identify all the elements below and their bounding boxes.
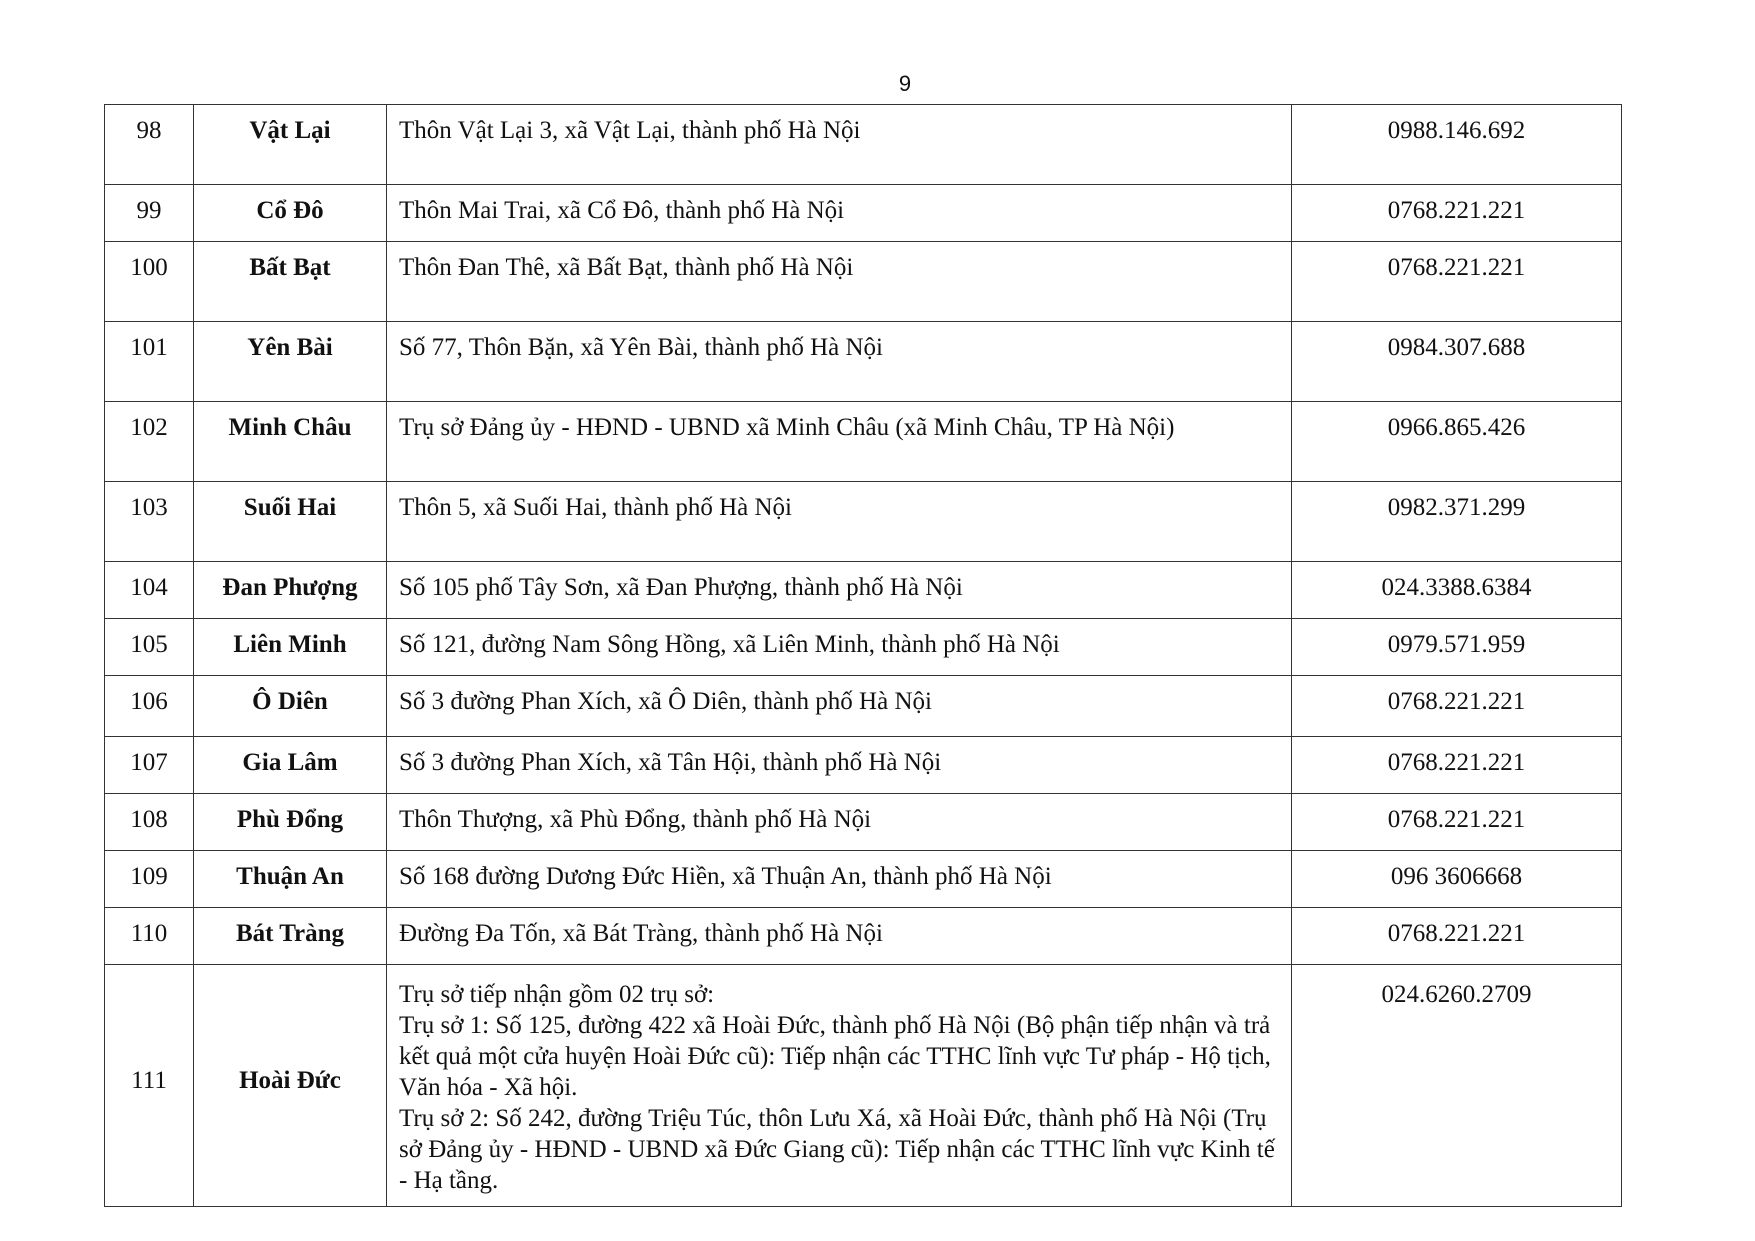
- commune-name-cell: Cổ Đô: [194, 185, 387, 242]
- phone-cell: 024.6260.2709: [1292, 965, 1622, 1207]
- address-cell: [387, 482, 1292, 562]
- phone-cell: 096 3606668: [1292, 851, 1622, 908]
- phone-cell: 0768.221.221: [1292, 676, 1622, 737]
- phone-cell: 0979.571.959: [1292, 619, 1622, 676]
- address-cell: [387, 965, 1292, 1207]
- address-cell: [387, 908, 1292, 965]
- table-row: [105, 676, 1622, 737]
- row-number-cell: 99: [105, 185, 194, 242]
- table-row: [105, 908, 1622, 965]
- address-line: Đường Đa Tốn, xã Bát Tràng, thành phố Hà Nội: [399, 920, 883, 947]
- row-number-cell: 110: [105, 908, 194, 965]
- row-number-cell: 106: [105, 676, 194, 737]
- table-row: [105, 402, 1622, 482]
- commune-name-cell: Đan Phượng: [194, 562, 387, 619]
- address-line: Thôn Vật Lại 3, xã Vật Lại, thành phố Hà Nội: [399, 117, 861, 144]
- address-cell: [387, 619, 1292, 676]
- address-line: Trụ sở 1: Số 125, đường 422 xã Hoài Đức, thành phố Hà Nội (Bộ phận tiếp nhận và trả kết quả một cửa huyện Hoài Đức cũ): Tiếp nhận các TTHC lĩnh vực Tư pháp - Hộ tịch, Văn hóa - Xã hội.: [399, 1012, 1271, 1101]
- address-cell: [387, 676, 1292, 737]
- row-number-cell: 102: [105, 402, 194, 482]
- commune-name-cell: Yên Bài: [194, 322, 387, 402]
- phone-cell: 0768.221.221: [1292, 794, 1622, 851]
- table-row: [105, 482, 1622, 562]
- row-number-cell: 100: [105, 242, 194, 322]
- commune-name-cell: Vật Lại: [194, 105, 387, 185]
- address-cell: [387, 242, 1292, 322]
- table-row: [105, 105, 1622, 185]
- commune-name-cell: Minh Châu: [194, 402, 387, 482]
- row-number-cell: 107: [105, 737, 194, 794]
- address-cell: [387, 794, 1292, 851]
- table-row: [105, 794, 1622, 851]
- phone-cell: 0982.371.299: [1292, 482, 1622, 562]
- row-number-cell: 101: [105, 322, 194, 402]
- commune-name-cell: Hoài Đức: [194, 965, 387, 1207]
- commune-name-cell: Ô Diên: [194, 676, 387, 737]
- table-row: [105, 737, 1622, 794]
- address-cell: [387, 185, 1292, 242]
- row-number-cell: 108: [105, 794, 194, 851]
- commune-name-cell: Thuận An: [194, 851, 387, 908]
- address-cell: [387, 851, 1292, 908]
- phone-cell: 0768.221.221: [1292, 737, 1622, 794]
- commune-name-cell: Suối Hai: [194, 482, 387, 562]
- address-line: Số 168 đường Dương Đức Hiền, xã Thuận An, thành phố Hà Nội: [399, 863, 1052, 890]
- commune-name-cell: Bát Tràng: [194, 908, 387, 965]
- address-line: Số 105 phố Tây Sơn, xã Đan Phượng, thành phố Hà Nội: [399, 574, 963, 601]
- address-line: Số 3 đường Phan Xích, xã Tân Hội, thành phố Hà Nội: [399, 749, 942, 776]
- table-row: [105, 619, 1622, 676]
- address-line: Trụ sở tiếp nhận gồm 02 trụ sở:: [399, 981, 715, 1008]
- commune-name-cell: Gia Lâm: [194, 737, 387, 794]
- address-line: Thôn Đan Thê, xã Bất Bạt, thành phố Hà Nội: [399, 254, 854, 281]
- table-row: [105, 562, 1622, 619]
- address-cell: [387, 402, 1292, 482]
- address-line: Thôn 5, xã Suối Hai, thành phố Hà Nội: [399, 494, 793, 521]
- table-row: [105, 965, 1622, 1207]
- phone-cell: 0984.307.688: [1292, 322, 1622, 402]
- row-number-cell: 104: [105, 562, 194, 619]
- phone-cell: 0768.221.221: [1292, 242, 1622, 322]
- row-number-cell: 98: [105, 105, 194, 185]
- phone-cell: 0768.221.221: [1292, 908, 1622, 965]
- table-row: [105, 851, 1622, 908]
- address-line: Số 121, đường Nam Sông Hồng, xã Liên Minh, thành phố Hà Nội: [399, 631, 1060, 658]
- address-line: Số 77, Thôn Bặn, xã Yên Bài, thành phố Hà Nội: [399, 334, 883, 361]
- address-line: Thôn Mai Trai, xã Cổ Đô, thành phố Hà Nội: [399, 197, 845, 224]
- commune-name-cell: Liên Minh: [194, 619, 387, 676]
- table-row: [105, 242, 1622, 322]
- page-number: 9: [898, 71, 912, 96]
- table-body: [105, 105, 1622, 1207]
- address-line: Trụ sở Đảng ủy - HĐND - UBND xã Minh Châu (xã Minh Châu, TP Hà Nội): [399, 414, 1175, 441]
- address-cell: [387, 562, 1292, 619]
- row-number-cell: 105: [105, 619, 194, 676]
- phone-cell: 0966.865.426: [1292, 402, 1622, 482]
- commune-name-cell: Phù Đổng: [194, 794, 387, 851]
- row-number-cell: 103: [105, 482, 194, 562]
- address-line: Trụ sở 2: Số 242, đường Triệu Túc, thôn Lưu Xá, xã Hoài Đức, thành phố Hà Nội (Trụ sở Đảng ủy - HĐND - UBND xã Đức Giang cũ): Tiếp nhận các TTHC lĩnh vực Kinh tế - Hạ tầng.: [399, 1105, 1275, 1194]
- address-cell: [387, 322, 1292, 402]
- phone-cell: 0988.146.692: [1292, 105, 1622, 185]
- phone-cell: 0768.221.221: [1292, 185, 1622, 242]
- address-cell: [387, 737, 1292, 794]
- address-cell: [387, 105, 1292, 185]
- commune-name-cell: Bất Bạt: [194, 242, 387, 322]
- address-line: Số 3 đường Phan Xích, xã Ô Diên, thành phố Hà Nội: [399, 688, 932, 715]
- row-number-cell: 109: [105, 851, 194, 908]
- phone-cell: 024.3388.6384: [1292, 562, 1622, 619]
- office-address-table: [104, 104, 1622, 1207]
- row-number-cell: 111: [105, 965, 194, 1207]
- table-row: [105, 322, 1622, 402]
- table-row: [105, 185, 1622, 242]
- address-line: Thôn Thượng, xã Phù Đổng, thành phố Hà Nội: [399, 806, 872, 833]
